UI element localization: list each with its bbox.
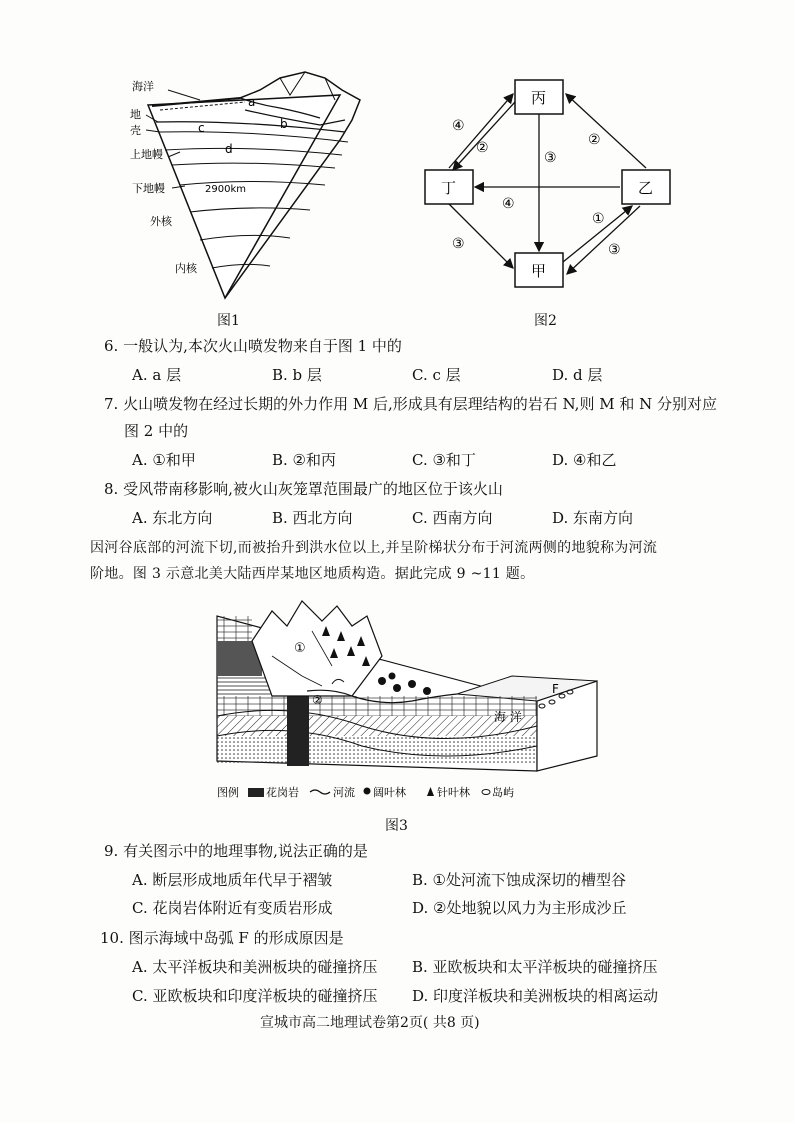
legend-river: 河流	[333, 786, 355, 799]
fig1-label-crust-2: 壳	[130, 124, 141, 137]
fig3-mark-1: ①	[294, 641, 306, 656]
q6-option-c: C. c 层	[412, 366, 461, 384]
fig3-mark-2: ②	[312, 693, 323, 707]
q10-option-c: C. 亚欧板块和印度洋板块的碰撞挤压	[132, 987, 378, 1005]
q10-option-b: B. 亚欧板块和太平洋板块的碰撞挤压	[412, 958, 658, 976]
q6-option-a: A. a 层	[132, 366, 182, 384]
figure3-caption: 图3	[385, 818, 408, 834]
fig1-label-depth: 2900km	[205, 184, 246, 195]
legend-granite: 花岗岩	[266, 786, 299, 799]
fig1-label-inner-core: 内核	[175, 262, 197, 275]
arrow-label-3-center: ③	[544, 150, 557, 166]
question-10-stem: 10. 图示海域中岛弧 F 的形成原因是	[100, 929, 344, 947]
q6-option-b: B. b 层	[272, 366, 322, 384]
q8-option-a: A. 东北方向	[132, 509, 213, 527]
node-bing-label: 丙	[531, 89, 547, 107]
intro-line1: 因河谷底部的河流下切,而被抬升到洪水位以上,并呈阶梯状分布于河流两侧的地貌称为河流	[90, 540, 658, 556]
q10-option-d: D. 印度洋板块和美洲板块的相离运动	[412, 987, 659, 1005]
q7-option-b: B. ②和丙	[272, 451, 337, 469]
figure3-diagram	[212, 596, 608, 806]
river-legend-icon	[310, 790, 330, 794]
figure2-caption: 图2	[534, 313, 557, 329]
legend-title: 图例	[217, 786, 239, 799]
page-footer: 宣城市高二地理试卷第2页( 共8 页)	[260, 1015, 480, 1031]
arrow-label-2-left: ②	[476, 140, 489, 156]
q10-option-a: A. 太平洋板块和美洲板块的碰撞挤压	[132, 958, 378, 976]
fig1-label-outer-core: 外核	[150, 215, 172, 228]
fig1-label-c: c	[198, 121, 205, 135]
arrow-label-3-right: ③	[608, 242, 621, 258]
granite-body	[287, 696, 309, 766]
node-yi-label: 乙	[638, 179, 654, 197]
q9-option-a: A. 断层形成地质年代早于褶皱	[132, 871, 333, 889]
fig1-label-crust-1: 地	[130, 108, 141, 121]
q8-option-d: D. 东南方向	[552, 509, 634, 527]
question-7-stem-line2: 图 2 中的	[124, 422, 189, 440]
figure1-caption: 图1	[217, 313, 240, 329]
fig1-label-a: a	[248, 95, 256, 109]
arrow-label-3-left: ③	[452, 236, 465, 252]
legend-island: 岛屿	[492, 786, 514, 799]
q9-option-c: C. 花岗岩体附近有变质岩形成	[132, 899, 333, 917]
broadleaf-legend-icon	[364, 788, 371, 795]
question-8-stem: 8. 受风带南移影响,被火山灰笼罩范围最广的地区位于该火山	[104, 480, 503, 498]
q7-option-c: C. ③和丁	[412, 451, 476, 469]
fig1-label-b: b	[280, 117, 288, 131]
arrow-label-4-center: ④	[502, 196, 515, 212]
fig1-label-d: d	[225, 142, 233, 156]
q8-option-c: C. 西南方向	[412, 509, 493, 527]
q6-option-d: D. d 层	[552, 366, 603, 384]
legend-broadleaf: 阔叶林	[373, 786, 406, 799]
fig1-label-lower-mantle: 下地幔	[132, 182, 165, 195]
q9-option-b: B. ①处河流下蚀成深切的槽型谷	[412, 871, 627, 889]
legend-conifer: 针叶林	[437, 786, 470, 799]
arrow-label-2-right: ②	[588, 132, 601, 148]
arrow-label-1: ①	[592, 211, 605, 227]
q9-option-d: D. ②处地貌以风力为主形成沙丘	[412, 899, 627, 917]
q7-option-d: D. ④和乙	[552, 451, 617, 469]
figure1-diagram	[120, 60, 380, 305]
figure2-diagram	[410, 70, 700, 300]
conifer-legend-icon	[427, 787, 434, 796]
node-jia-label: 甲	[531, 262, 547, 280]
node-ding-label: 丁	[441, 179, 457, 197]
fig3-ocean-label: 海 洋	[494, 710, 522, 724]
q8-option-b: B. 西北方向	[272, 509, 353, 527]
fig1-label-upper-mantle: 上地幔	[130, 148, 163, 161]
fig1-label-ocean: 海洋	[132, 80, 154, 93]
island-legend-icon	[482, 790, 490, 795]
question-9-stem: 9. 有关图示中的地理事物,说法正确的是	[104, 842, 368, 860]
question-7-stem-line1: 7. 火山喷发物在经过长期的外力作用 M 后,形成具有层理结构的岩石 N,则 M 和 N 分别对应	[104, 395, 718, 413]
fig3-island-label: F	[552, 682, 559, 696]
intro-line2: 阶地。图 3 示意北美大陆西岸某地区地质构造。据此完成 9 ~11 题。	[90, 566, 535, 582]
question-6-stem: 6. 一般认为,本次火山喷发物来自于图 1 中的	[104, 337, 402, 355]
q7-option-a: A. ①和甲	[132, 451, 196, 469]
arrow-label-4-top: ④	[452, 118, 465, 134]
